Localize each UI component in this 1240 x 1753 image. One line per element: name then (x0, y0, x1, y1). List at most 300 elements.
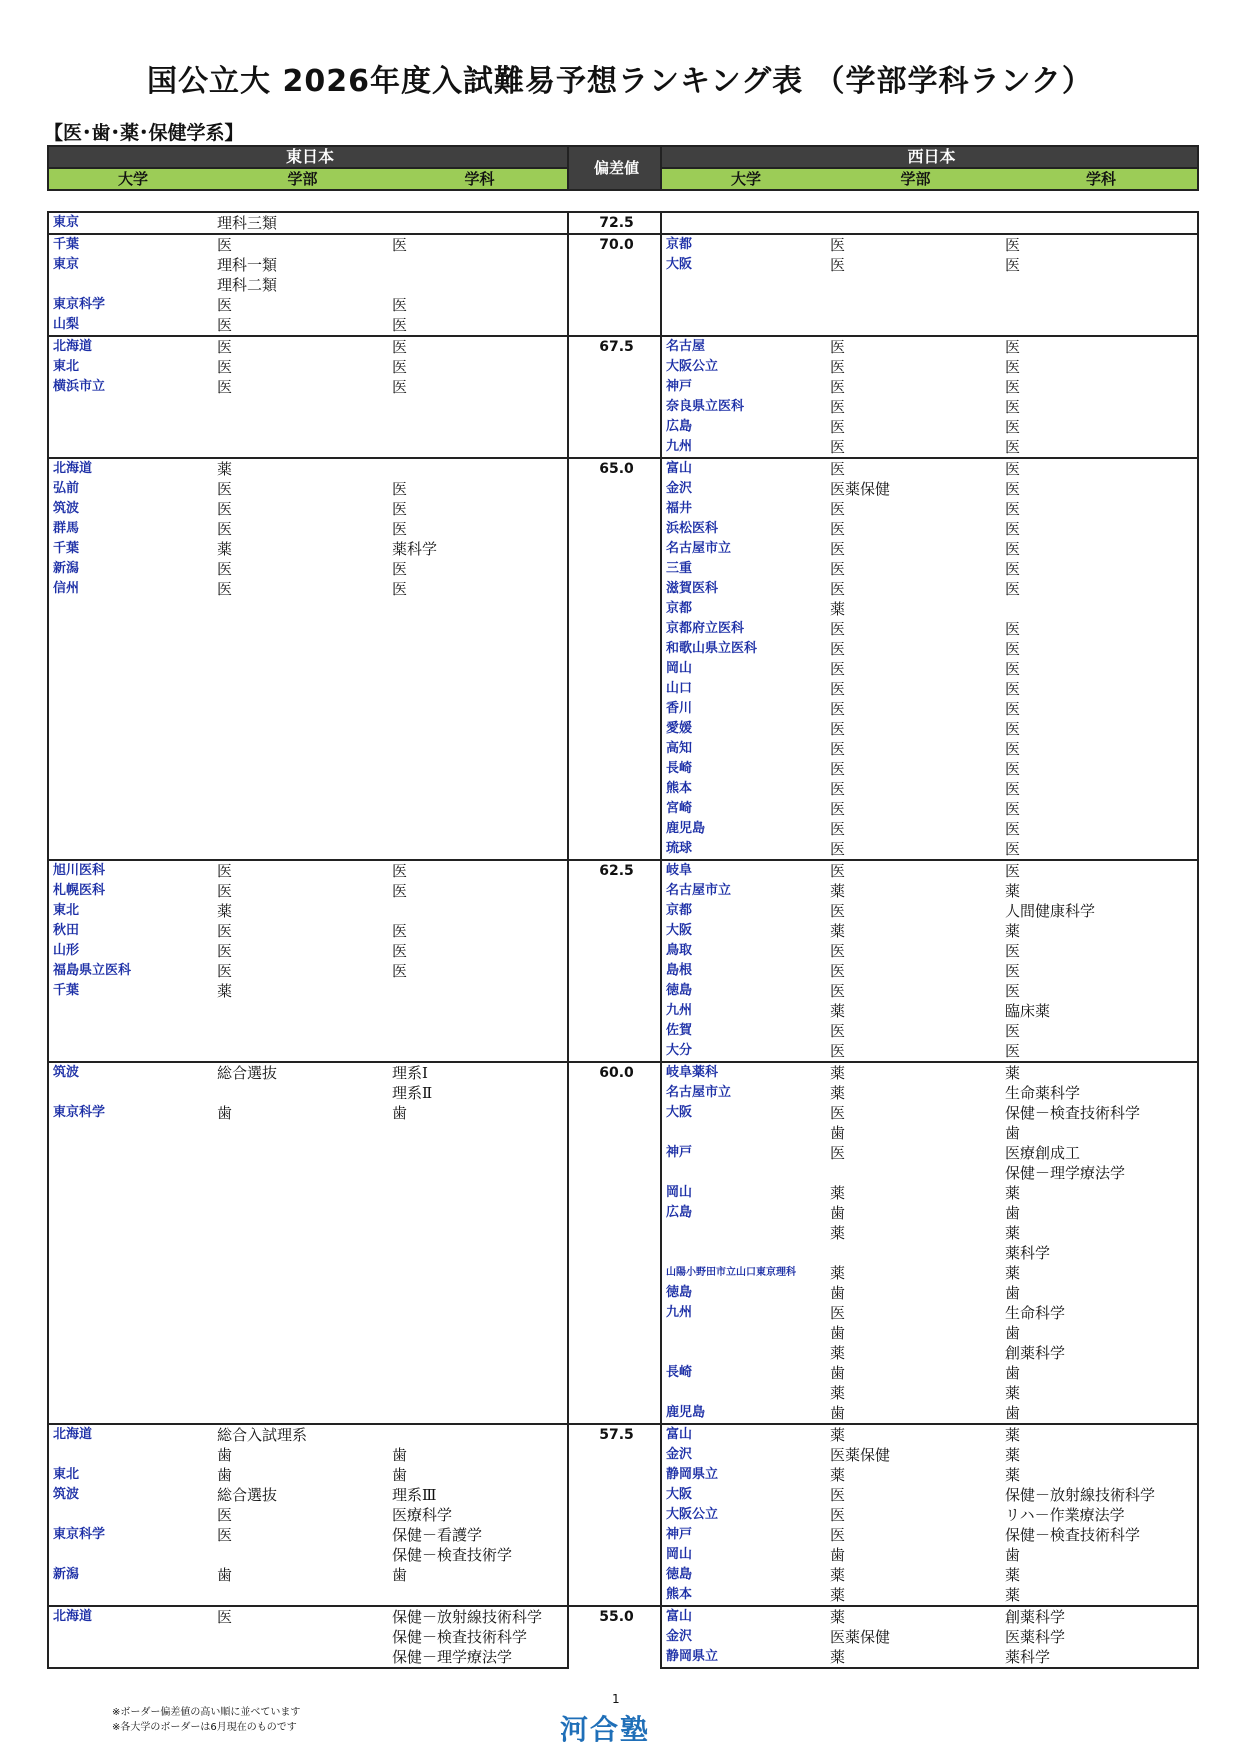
east-faculty: 理科三類 (213, 212, 388, 234)
east-faculty (213, 839, 388, 860)
east-university: 札幌医科 (48, 881, 213, 901)
west-department: 医 (1001, 779, 1198, 799)
west-faculty: 歯 (830, 1284, 846, 1302)
west-university: 富山 (661, 1606, 826, 1627)
east-department (388, 1183, 568, 1203)
west-university: 大阪 (666, 1105, 693, 1120)
west-department: 医療創成工 (1001, 1143, 1198, 1163)
east-university (48, 1323, 213, 1343)
east-faculty (213, 659, 388, 679)
east-department: 医 (388, 234, 568, 255)
east-university (48, 819, 213, 839)
west-department: 医 (1001, 357, 1198, 377)
east-faculty (213, 1143, 388, 1163)
east-faculty: 歯 (217, 1466, 233, 1484)
west-department: 医 (1001, 759, 1198, 779)
east-department (388, 1263, 568, 1283)
east-department (388, 1001, 568, 1021)
east-faculty: 総合入試理系 (213, 1424, 388, 1445)
west-faculty (826, 1243, 1001, 1263)
east-university: 東北 (48, 1465, 213, 1485)
east-university (48, 1505, 213, 1525)
west-department: 歯 (1001, 1323, 1198, 1343)
east-faculty (213, 1585, 388, 1606)
west-university (661, 1343, 826, 1363)
east-faculty (213, 679, 388, 699)
page-number: 1 (612, 1692, 620, 1706)
west-faculty: 薬 (830, 1566, 846, 1584)
east-faculty: 医 (213, 1606, 388, 1627)
west-university (661, 1123, 826, 1143)
east-faculty (213, 1343, 388, 1363)
west-university: 富山 (661, 458, 826, 479)
west-faculty: 医 (830, 418, 846, 436)
east-department (388, 1383, 568, 1403)
west-department: 医 (1001, 479, 1198, 499)
east-university: 横浜市立 (48, 377, 213, 397)
west-faculty: 医 (830, 780, 846, 798)
east-university: 東京 (48, 255, 213, 275)
east-university: 群馬 (48, 519, 213, 539)
west-faculty: 歯 (830, 1124, 846, 1142)
east-faculty (213, 1223, 388, 1243)
west-university: 富山 (661, 1424, 826, 1445)
west-university: 佐賀 (666, 1023, 693, 1038)
west-department (1001, 599, 1198, 619)
east-department (388, 659, 568, 679)
west-department: 薬 (1001, 1223, 1198, 1243)
west-university (661, 1223, 826, 1243)
east-faculty (213, 1323, 388, 1343)
east-department (388, 1223, 568, 1243)
west-university: 長崎 (666, 1365, 693, 1380)
west-university: 九州 (666, 1305, 693, 1320)
west-department: 生命科学 (1001, 1303, 1198, 1323)
west-faculty: 医 (830, 1104, 846, 1122)
east-department (388, 901, 568, 921)
west-department: 医 (1001, 539, 1198, 559)
west-university: 山口 (666, 681, 693, 696)
footnote: ※ボーダー偏差値の高い順に並べています (112, 1707, 301, 1718)
east-university (48, 839, 213, 860)
east-faculty: 医 (217, 1526, 233, 1544)
east-university (48, 1243, 213, 1263)
east-department: 医 (392, 500, 408, 518)
west-faculty: 医 (830, 1506, 846, 1524)
west-university: 長崎 (666, 761, 693, 776)
east-university (48, 1303, 213, 1323)
west-department: 医 (1001, 499, 1198, 519)
west-faculty: 医 (830, 982, 846, 1000)
deviation-value: 62.5 (568, 860, 661, 1062)
west-department: 創薬科学 (1001, 1343, 1198, 1363)
east-faculty: 歯 (217, 1566, 233, 1584)
east-university: 千葉 (48, 234, 213, 255)
west-department: 薬 (1001, 1263, 1198, 1283)
east-university (48, 1283, 213, 1303)
west-department: 医 (1001, 860, 1198, 881)
east-university: 信州 (48, 579, 213, 599)
west-faculty (826, 1163, 1001, 1183)
west-faculty: 医 (830, 760, 846, 778)
ranking-body (48, 212, 1198, 1668)
west-faculty: 医 (830, 942, 846, 960)
east-faculty (213, 417, 388, 437)
east-university (48, 1383, 213, 1403)
west-university: 名古屋市立 (666, 883, 732, 898)
west-faculty: 薬 (826, 1585, 1001, 1606)
east-university (48, 719, 213, 739)
east-department (388, 275, 568, 295)
east-university (48, 1183, 213, 1203)
east-department: 医 (388, 315, 568, 336)
west-faculty: 医 (830, 1144, 846, 1162)
east-university (48, 759, 213, 779)
east-department (388, 679, 568, 699)
west-faculty: 医 (830, 398, 846, 416)
east-faculty: 医 (217, 520, 233, 538)
east-faculty (213, 1083, 388, 1103)
east-university (48, 1143, 213, 1163)
east-university: 山梨 (48, 315, 213, 336)
east-university: 旭川医科 (48, 860, 213, 881)
west-department: 薬 (1001, 1445, 1198, 1465)
east-university (48, 1363, 213, 1383)
east-faculty (213, 1283, 388, 1303)
west-japan-header: 西日本 (661, 146, 1198, 168)
west-university: 広島 (666, 419, 693, 434)
east-department (388, 1243, 568, 1263)
east-university: 東京科学 (48, 295, 213, 315)
west-department: 医 (1001, 437, 1198, 458)
west-university: 九州 (666, 1003, 693, 1018)
west-faculty: 医 (830, 378, 846, 396)
west-department: 医 (1001, 659, 1198, 679)
west-faculty: 医 (830, 540, 846, 558)
west-university: 岡山 (666, 1547, 693, 1562)
east-faculty: 総合選抜 (217, 1486, 278, 1504)
west-faculty: 医薬保健 (830, 1628, 891, 1646)
west-university: 大阪 (666, 923, 693, 938)
deviation-value: 72.5 (568, 212, 661, 234)
west-department: 医 (1001, 699, 1198, 719)
east-faculty: 医 (213, 860, 388, 881)
east-university: 東北 (48, 901, 213, 921)
east-university (48, 397, 213, 417)
west-university: 愛媛 (666, 721, 693, 736)
east-department: 医 (392, 922, 408, 940)
east-department (388, 699, 568, 719)
east-university: 北海道 (48, 1424, 213, 1445)
west-department: 医 (1001, 819, 1198, 839)
west-university: 大阪 (666, 257, 693, 272)
east-japan-header: 東日本 (48, 146, 568, 168)
east-department: 理系Ⅰ (388, 1062, 568, 1083)
west-department: 人間健康科学 (1001, 901, 1198, 921)
west-university: 琉球 (661, 839, 826, 860)
west-department: リハ－作業療法学 (1001, 1505, 1198, 1525)
east-university: 筑波 (48, 1062, 213, 1083)
east-faculty (213, 1021, 388, 1041)
ranking-table (47, 145, 1199, 1669)
west-department: 薬 (1001, 1383, 1198, 1403)
west-university: 京都 (666, 903, 693, 918)
west-university (661, 1243, 826, 1263)
east-university: 千葉 (48, 981, 213, 1001)
west-university: 香川 (666, 701, 693, 716)
west-faculty: 薬 (826, 1424, 1001, 1445)
east-department (388, 839, 568, 860)
west-department (1001, 295, 1198, 315)
east-university (48, 1021, 213, 1041)
table-row (48, 234, 1198, 255)
east-university (48, 1585, 213, 1606)
east-university (48, 1001, 213, 1021)
west-faculty: 医薬保健 (830, 1446, 891, 1464)
west-university: 金沢 (666, 481, 693, 496)
east-department: 歯 (392, 1566, 408, 1584)
east-department (388, 1403, 568, 1424)
west-university: 大阪公立 (666, 359, 719, 374)
east-university (48, 1647, 213, 1668)
west-faculty: 薬 (826, 1606, 1001, 1627)
table-row (48, 860, 1198, 881)
west-faculty: 医 (830, 1022, 846, 1040)
east-university (48, 1445, 213, 1465)
east-department (388, 759, 568, 779)
east-department (388, 1343, 568, 1363)
east-department (388, 981, 568, 1001)
deviation-value: 70.0 (568, 234, 661, 336)
east-faculty (213, 1001, 388, 1021)
west-faculty: 医 (830, 800, 846, 818)
west-university: 島根 (666, 963, 693, 978)
west-faculty (826, 212, 1001, 234)
west-university: 鳥取 (666, 943, 693, 958)
west-faculty (826, 295, 1001, 315)
west-faculty: 薬 (830, 1384, 846, 1402)
west-faculty: 医 (830, 660, 846, 678)
east-faculty (213, 1123, 388, 1143)
east-faculty: 医 (217, 922, 233, 940)
east-department (388, 779, 568, 799)
east-faculty: 薬 (217, 902, 233, 920)
east-university (48, 599, 213, 619)
west-faculty-col-header: 学部 (826, 168, 1001, 190)
west-department: 医 (1001, 619, 1198, 639)
west-university: 金沢 (666, 1629, 693, 1644)
west-university: 熊本 (661, 1585, 826, 1606)
east-department (388, 1424, 568, 1445)
east-faculty: 医 (217, 358, 233, 376)
west-department: 医 (1001, 255, 1198, 275)
deviation-value: 60.0 (568, 1062, 661, 1424)
west-faculty: 医 (830, 902, 846, 920)
east-faculty (213, 1041, 388, 1062)
west-faculty (826, 275, 1001, 295)
east-faculty: 歯 (217, 1446, 233, 1464)
west-faculty: 薬 (826, 1647, 1001, 1668)
east-department: 薬科学 (392, 540, 438, 558)
west-department: 医 (1001, 559, 1198, 579)
deviation-value: 67.5 (568, 336, 661, 458)
east-faculty: 医 (217, 560, 233, 578)
west-department: 臨床薬 (1001, 1001, 1198, 1021)
east-department: 医 (392, 560, 408, 578)
east-faculty-col-header: 学部 (213, 168, 388, 190)
west-university (661, 315, 826, 336)
east-faculty: 理科一類 (217, 256, 278, 274)
west-faculty (826, 315, 1001, 336)
east-department (388, 1363, 568, 1383)
west-university: 和歌山県立医科 (666, 641, 758, 656)
west-department: 薬 (1001, 881, 1198, 901)
table-row (48, 336, 1198, 357)
east-university: 秋田 (48, 921, 213, 941)
west-department: 保健－検査技術科学 (1001, 1103, 1198, 1123)
west-university: 神戸 (666, 1145, 693, 1160)
east-faculty: 薬 (213, 458, 388, 479)
east-university (48, 1263, 213, 1283)
east-faculty (213, 1383, 388, 1403)
west-university: 熊本 (666, 781, 693, 796)
east-university: 山形 (48, 941, 213, 961)
west-university (661, 1383, 826, 1403)
east-department (388, 1143, 568, 1163)
east-department (388, 1163, 568, 1183)
east-department (388, 719, 568, 739)
table-row (48, 1606, 1198, 1627)
east-university (48, 659, 213, 679)
east-faculty (213, 1183, 388, 1203)
east-faculty (213, 1303, 388, 1323)
east-department: 保健－放射線技術科学 (388, 1606, 568, 1627)
east-department (388, 437, 568, 458)
east-faculty: 総合選抜 (213, 1062, 388, 1083)
east-university (48, 275, 213, 295)
west-university (661, 275, 826, 295)
west-university (661, 212, 826, 234)
east-faculty (213, 819, 388, 839)
east-faculty: 理科二類 (217, 276, 278, 294)
east-university (48, 739, 213, 759)
west-department: 医 (1001, 579, 1198, 599)
west-department: 医 (1001, 941, 1198, 961)
east-university (48, 1041, 213, 1062)
east-university: 新潟 (48, 1565, 213, 1585)
west-university: 大阪公立 (666, 1507, 719, 1522)
east-faculty (213, 699, 388, 719)
east-faculty: 医 (213, 336, 388, 357)
west-department: 保健－検査技術科学 (1001, 1525, 1198, 1545)
east-department (388, 397, 568, 417)
east-department: 医 (388, 336, 568, 357)
east-faculty (213, 1403, 388, 1424)
east-department: 保健－検査技術科学 (392, 1628, 528, 1646)
east-university (48, 1223, 213, 1243)
east-faculty: 医 (213, 234, 388, 255)
west-university: 名古屋市立 (666, 1085, 732, 1100)
west-faculty: 医 (830, 358, 846, 376)
east-faculty: 医 (217, 378, 233, 396)
east-department: 医 (388, 860, 568, 881)
west-university: 京都府立医科 (666, 621, 745, 636)
east-department: 医 (392, 296, 408, 314)
west-faculty: 歯 (830, 1324, 846, 1342)
east-department (388, 458, 568, 479)
east-university (48, 619, 213, 639)
east-university (48, 699, 213, 719)
west-department: 医 (1001, 1041, 1198, 1062)
east-department: 医 (392, 480, 408, 498)
east-university: 東京科学 (48, 1525, 213, 1545)
west-department: 歯 (1001, 1545, 1198, 1565)
west-university (661, 1323, 826, 1343)
east-department: 医 (392, 378, 408, 396)
west-department (1001, 212, 1198, 234)
east-university: 北海道 (48, 1606, 213, 1627)
table-row (48, 212, 1198, 234)
west-university (661, 295, 826, 315)
east-faculty (213, 759, 388, 779)
east-university (48, 437, 213, 458)
west-department: 歯 (1001, 1403, 1198, 1424)
west-university: 静岡県立 (666, 1467, 719, 1482)
west-faculty: 薬 (830, 1002, 846, 1020)
east-university (48, 1545, 213, 1565)
east-university: 筑波 (48, 499, 213, 519)
east-department: 歯 (392, 1446, 408, 1464)
west-university: 神戸 (666, 379, 693, 394)
west-department (1001, 315, 1198, 336)
deviation-value: 57.5 (568, 1424, 661, 1606)
west-university: 三重 (666, 561, 693, 576)
east-university: 千葉 (48, 539, 213, 559)
east-faculty: 医 (217, 500, 233, 518)
east-department (388, 1203, 568, 1223)
west-department: 薬 (1001, 921, 1198, 941)
east-university: 福島県立医科 (48, 961, 213, 981)
west-university: 静岡県立 (661, 1647, 826, 1668)
east-university: 北海道 (48, 458, 213, 479)
west-university: 浜松医科 (666, 521, 719, 536)
west-university: 金沢 (666, 1447, 693, 1462)
west-university: 大阪 (666, 1487, 693, 1502)
west-faculty: 歯 (830, 1546, 846, 1564)
west-university: 奈良県立医科 (666, 399, 745, 414)
deviation-value: 55.0 (568, 1606, 661, 1668)
west-university: 岡山 (666, 661, 693, 676)
west-university: 大分 (661, 1041, 826, 1062)
west-faculty: 医 (830, 560, 846, 578)
east-department: 医 (392, 962, 408, 980)
west-department: 保健－放射線技術科学 (1001, 1485, 1198, 1505)
east-dept-col-header: 学科 (388, 168, 568, 190)
west-department: 医 (1001, 458, 1198, 479)
west-department: 薬 (1001, 1424, 1198, 1445)
east-faculty: 医 (217, 882, 233, 900)
west-university: 九州 (661, 437, 826, 458)
west-univ-col-header: 大学 (661, 168, 826, 190)
west-department: 医 (1001, 336, 1198, 357)
footnotes (112, 1705, 300, 1735)
west-department: 医 (1001, 719, 1198, 739)
east-faculty (213, 1545, 388, 1565)
west-faculty: 医 (826, 234, 1001, 255)
east-department (388, 1283, 568, 1303)
west-faculty: 医 (830, 700, 846, 718)
west-department: 医 (1001, 799, 1198, 819)
